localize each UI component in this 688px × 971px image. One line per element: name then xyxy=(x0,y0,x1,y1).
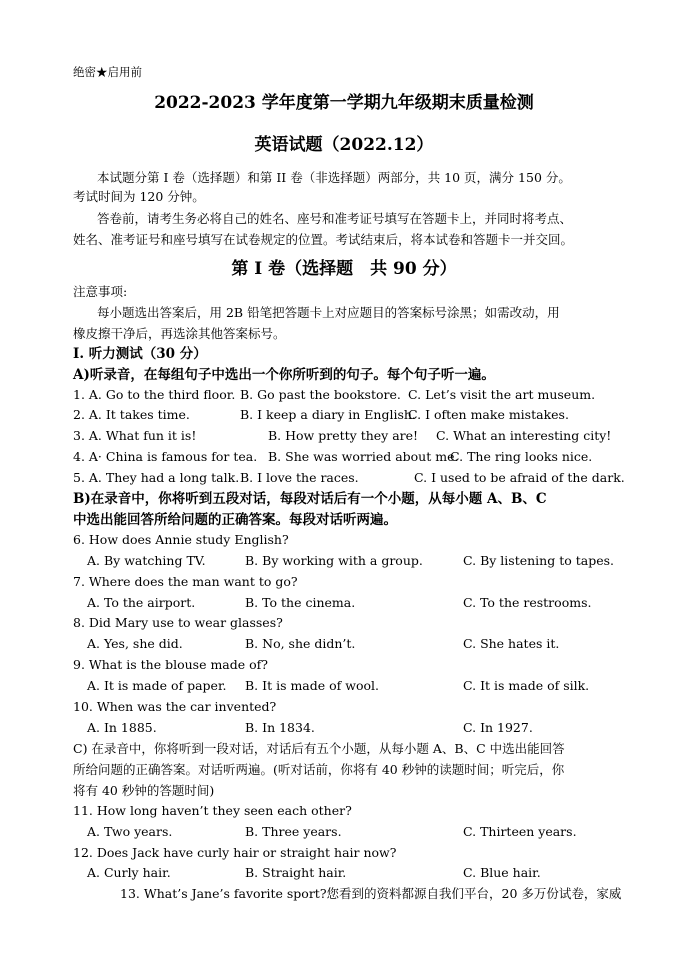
partB-instructions-1: B)在录音中，你将听到五段对话，每段对话后有一个小题，从每小题 A、B、C xyxy=(73,491,547,507)
partB-instructions-2: 中选出能回答所给问题的正确答案。每段对话听两遍。 xyxy=(73,512,397,528)
q8-option-c: C. She hates it. xyxy=(463,636,560,651)
q8-option-b: B. No, she didn’t. xyxy=(245,636,356,651)
q7-option-c: C. To the restrooms. xyxy=(463,595,592,610)
q12-option-c: C. Blue hair. xyxy=(463,865,541,880)
q8-option-a: A. Yes, she did. xyxy=(87,636,183,651)
section1-title: I. 听力测试（30 分） xyxy=(73,346,207,362)
q3-option-c: C. What an interesting city! xyxy=(436,428,612,443)
partA-instructions: A)听录音，在每组句子中选出一个你所听到的句子。每个句子听一遍。 xyxy=(73,367,495,383)
q5-option-a: 5. A. They had a long talk. xyxy=(73,470,240,485)
exam-subtitle: 英语试题（2022.12） xyxy=(254,135,434,155)
intro-line-1: 本试题分第 I 卷（选择题）和第 II 卷（非选择题）两部分，共 10 页，满分 150 分。 xyxy=(97,170,571,185)
intro-line-2: 考试时间为 120 分钟。 xyxy=(73,189,205,204)
q11-option-a: A. Two years. xyxy=(87,824,173,839)
q11-stem: 11. How long haven’t they seen each other? xyxy=(73,803,352,818)
q9-stem: 9. What is the blouse made of? xyxy=(73,657,268,672)
q4-option-a: 4. A· China is famous for tea. xyxy=(73,449,258,464)
q8-stem: 8. Did Mary use to wear glasses? xyxy=(73,615,283,630)
q10-option-b: B. In 1834. xyxy=(245,720,315,735)
q6-option-b: B. By working with a group. xyxy=(245,553,423,568)
notice-label: 注意事项: xyxy=(73,284,128,299)
q2-option-b: B. I keep a diary in English. xyxy=(240,407,416,422)
q12-option-b: B. Straight hair. xyxy=(245,865,347,880)
notice-line-2: 橡皮擦干净后，再选涂其他答案标号。 xyxy=(73,326,286,341)
q10-stem: 10. When was the car invented? xyxy=(73,699,277,714)
q13-stem-partial: 13. What’s Jane’s favorite sport?您看到的资料都源自我们平台，20 多万份试卷，家威 xyxy=(120,886,622,901)
notice-line-1: 每小题选出答案后，用 2B 铅笔把答题卡上对应题目的答案标号涂黑；如需改动，用 xyxy=(97,305,560,320)
q3-option-b: B. How pretty they are! xyxy=(268,428,419,443)
q7-option-a: A. To the airport. xyxy=(87,595,196,610)
q9-option-b: B. It is made of wool. xyxy=(245,678,379,693)
partC-instructions-2: 所给问题的正确答案。对话听两遍。(听对话前，你将有 40 秒钟的读题时间；听完后，你 xyxy=(73,762,565,777)
q7-stem: 7. Where does the man want to go? xyxy=(73,574,298,589)
q1-option-a: 1. A. Go to the third floor. xyxy=(73,387,236,402)
q2-option-a: 2. A. It takes time. xyxy=(73,407,190,422)
q12-stem: 12. Does Jack have curly hair or straight hair now? xyxy=(73,845,397,860)
exam-title: 2022-2023 学年度第一学期九年级期末质量检测 xyxy=(154,93,534,113)
intro-line-4: 姓名、准考证号和座号填写在试卷规定的位置。考试结束后，将本试卷和答题卡一并交回。 xyxy=(73,232,574,247)
q1-option-c: C. Let’s visit the art museum. xyxy=(408,387,596,402)
q6-option-c: C. By listening to tapes. xyxy=(463,553,614,568)
q6-option-a: A. By watching TV. xyxy=(87,553,206,568)
q5-option-b: B. I love the races. xyxy=(240,470,359,485)
q4-option-c: C. The ring looks nice. xyxy=(450,449,593,464)
q5-option-c: C. I used to be afraid of the dark. xyxy=(414,470,625,485)
q1-option-b: B. Go past the bookstore. xyxy=(240,387,401,402)
part1-title: 第 I 卷（选择题 共 90 分） xyxy=(231,259,457,279)
q10-option-a: A. In 1885. xyxy=(87,720,157,735)
q6-stem: 6. How does Annie study English? xyxy=(73,532,289,547)
intro-line-3: 答卷前，请考生务必将自己的姓名、座号和准考证号填写在答题卡上，并同时将考点、 xyxy=(97,211,573,226)
q11-option-b: B. Three years. xyxy=(245,824,342,839)
q3-option-a: 3. A. What fun it is! xyxy=(73,428,197,443)
partC-instructions-1: C) 在录音中，你将听到一段对话，对话后有五个小题，从每小题 A、B、C 中选出能回答 xyxy=(73,741,565,756)
q7-option-b: B. To the cinema. xyxy=(245,595,356,610)
q4-option-b: B. She was worried about me. xyxy=(268,449,459,464)
q12-option-a: A. Curly hair. xyxy=(87,865,171,880)
q2-option-c: C. I often make mistakes. xyxy=(408,407,569,422)
confidential-mark: 绝密★启用前 xyxy=(73,65,142,79)
q9-option-a: A. It is made of paper. xyxy=(87,678,227,693)
q11-option-c: C. Thirteen years. xyxy=(463,824,577,839)
partC-instructions-3: 将有 40 秒钟的答题时间) xyxy=(73,783,215,798)
q10-option-c: C. In 1927. xyxy=(463,720,533,735)
q9-option-c: C. It is made of silk. xyxy=(463,678,590,693)
